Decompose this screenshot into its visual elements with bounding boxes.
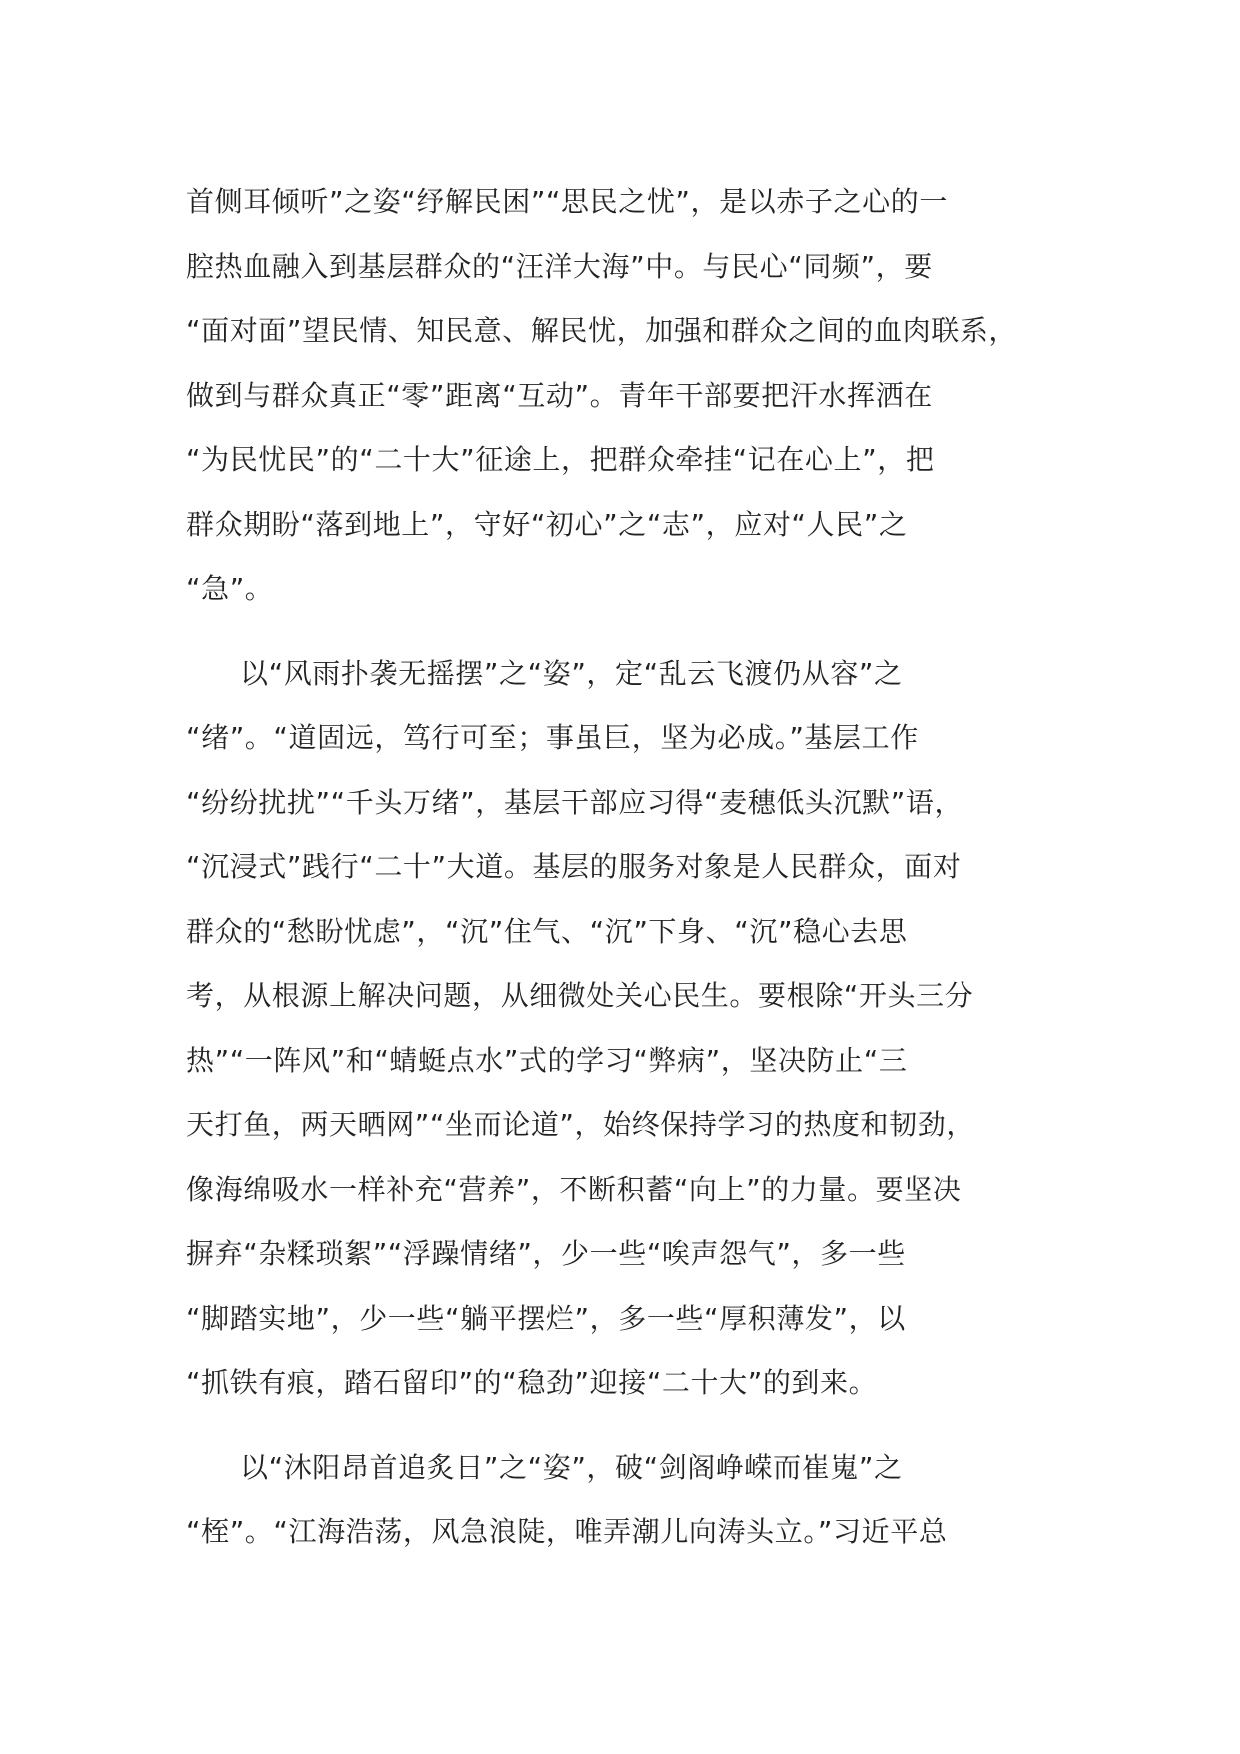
text-line: 摒弃“杂糅琐絮”“浮躁情绪”，少一些“唉声怨气”，多一些 bbox=[186, 1237, 906, 1270]
text-line: 做到与群众真正“零”距离“互动”。青年干部要把汗水挥洒在 bbox=[186, 378, 933, 412]
text-line: 群众的“愁盼忧虑”，“沉”住气、“沉”下身、“沉”稳心去思 bbox=[186, 914, 908, 948]
text-line: 考，从根源上解决问题，从细微处关心民生。要根除“开头三分 bbox=[186, 979, 974, 1012]
text-line: 以“沐阳昂首追炙日”之“姿”，破“剑阁峥嵘而崔嵬”之 bbox=[240, 1450, 903, 1484]
text-line: “面对面”望民情、知民意、解民忧，加强和群众之间的血肉联系， bbox=[186, 314, 1018, 347]
text-line: 天打鱼，两天晒网”“坐而论道”，始终保持学习的热度和韧劲， bbox=[186, 1108, 975, 1141]
text-line: “沉浸式”践行“二十”大道。基层的服务对象是人民群众，面对 bbox=[186, 850, 962, 883]
text-line: “抓铁有痕，踏石留印”的“稳劲”迎接“二十大”的到来。 bbox=[186, 1366, 878, 1399]
text-line: “纷纷扰扰”“千头万绪”，基层干部应习得“麦穗低头沉默”语， bbox=[186, 785, 964, 819]
paragraph-1 bbox=[186, 170, 1086, 622]
text-line: “为民忧民”的“二十大”征途上，把群众牵挂“记在心上”，把 bbox=[186, 443, 935, 476]
text-line: “桎”。“江海浩荡，风急浪陡，唯弄潮儿向涛头立。”习近平总 bbox=[186, 1515, 948, 1548]
text-line: “绪”。“道固远，笃行可至；事虽巨，坚为必成。”基层工作 bbox=[186, 721, 919, 754]
text-line: “脚踏实地”，少一些“躺平摆烂”，多一些“厚积薄发”，以 bbox=[186, 1301, 906, 1335]
text-line: “急”。 bbox=[186, 572, 274, 605]
text-line: 以“风雨扑袭无摇摆”之“姿”，定“乱云飞渡仍从容”之 bbox=[240, 656, 903, 690]
document-body bbox=[186, 170, 1086, 1585]
paragraph-3 bbox=[186, 1436, 1086, 1565]
text-line: 群众期盼“落到地上”，守好“初心”之“志”，应对“人民”之 bbox=[186, 507, 908, 541]
text-line: 热”“一阵风”和“蜻蜓点水”式的学习“弊病”，坚决防止“三 bbox=[186, 1043, 908, 1077]
paragraph-2 bbox=[186, 642, 1086, 1416]
text-line: 首侧耳倾听”之姿“纾解民困”“思民之忧”，是以赤子之心的一 bbox=[186, 185, 948, 218]
text-line: 腔热血融入到基层群众的“汪洋大海”中。与民心“同频”，要 bbox=[186, 249, 933, 283]
text-line: 像海绵吸水一样补充“营养”，不断积蓄“向上”的力量。要坚决 bbox=[186, 1172, 962, 1206]
